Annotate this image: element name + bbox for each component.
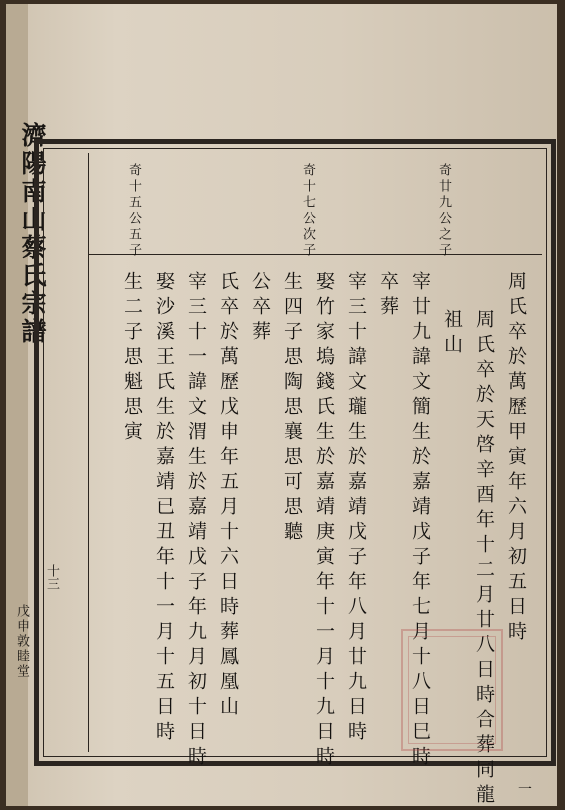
red-seal-stamp: [401, 629, 503, 751]
record-column: 公卒葬: [249, 271, 271, 346]
record-column: 祖山: [441, 309, 463, 359]
lineage-note: 奇十五公五子: [126, 163, 141, 259]
lineage-note: 奇廿九公之子: [436, 163, 451, 259]
spine-rule: [88, 153, 89, 752]
record-column: 周氏卒於萬歷甲寅年六月初五日時: [505, 271, 527, 646]
record-column: 生四子思陶思襄思可思聽: [281, 271, 303, 546]
folio-hall-name: 戊申敦睦堂: [14, 604, 29, 679]
seal-inner-border: [408, 636, 496, 744]
corner-mark: 一: [518, 782, 532, 798]
lineage-note: 奇十七公次子: [300, 163, 315, 259]
generation-divider: [88, 254, 542, 255]
book-page: [6, 4, 557, 809]
record-column: 周氏卒於天啓辛酉年十二月廿八日時合葬同龍: [473, 309, 495, 809]
record-column: 娶沙溪王氏生於嘉靖已丑年十一月十五日時: [153, 271, 175, 746]
record-column: 宰三十諱文瓏生於嘉靖戊子年八月廿九日時: [345, 271, 367, 746]
record-column: 卒葬: [377, 271, 399, 321]
page-number: 十三: [44, 564, 59, 590]
record-column: 宰三十一諱文渭生於嘉靖戊子年九月初十日時: [185, 271, 207, 771]
record-column: 娶竹家塢錢氏生於嘉靖庚寅年十一月十九日時: [313, 271, 335, 771]
record-column: 宰廿九諱文簡生於嘉靖戊子年七月十八日巳時: [409, 271, 431, 771]
record-column: 生二子思魁思寅: [121, 271, 143, 446]
record-column: 氏卒於萬歷戊申年五月十六日時葬鳳凰山: [217, 271, 239, 721]
genealogy-title: 濟陽南山蔡氏宗譜: [18, 122, 47, 346]
